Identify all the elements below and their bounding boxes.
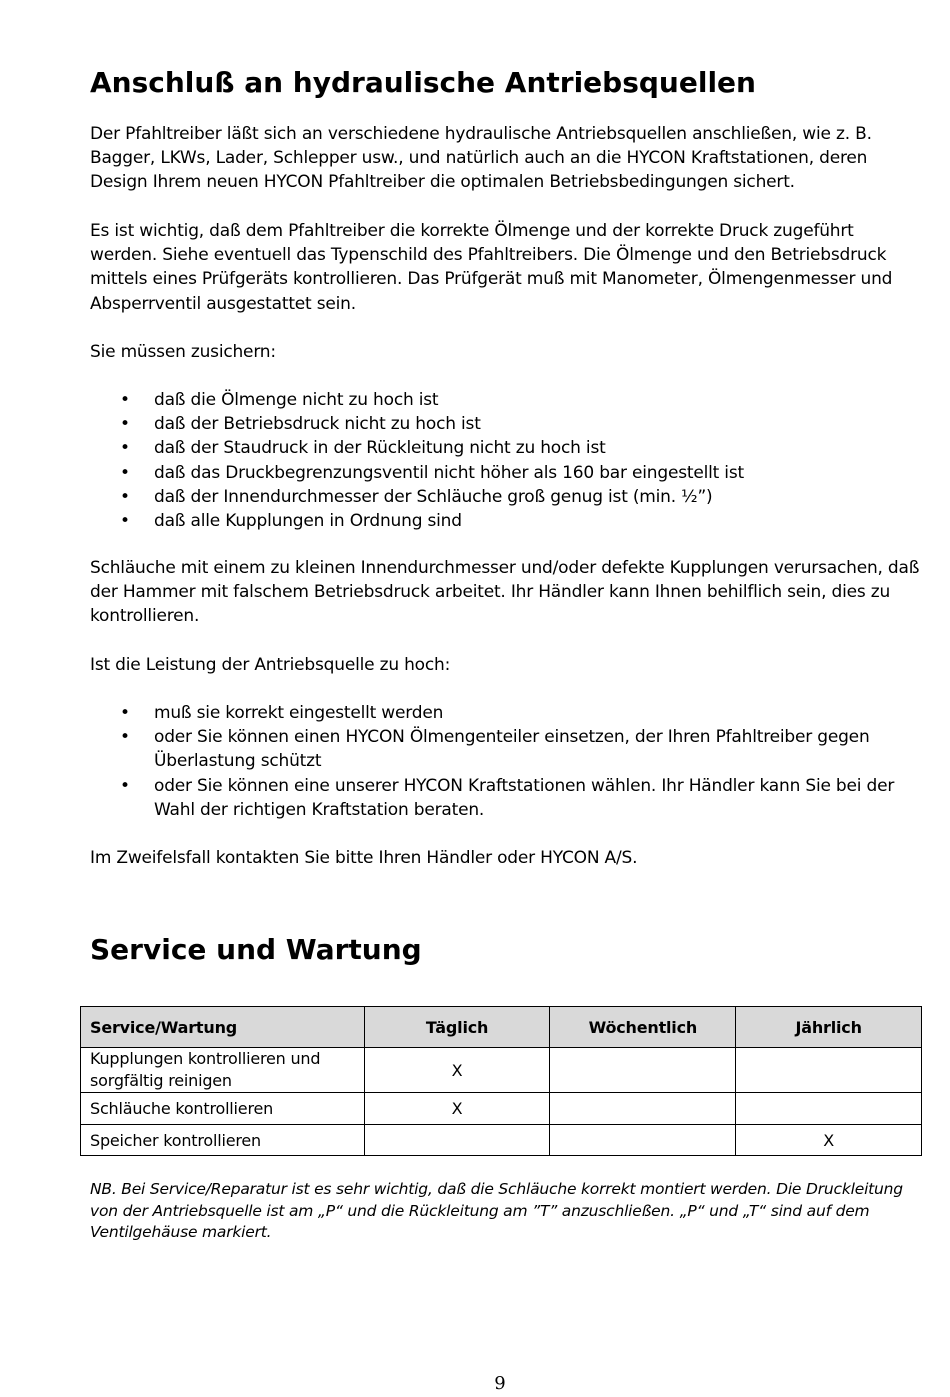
paragraph-intro: Der Pfahltreiber läßt sich an verschiedene hydraulische Antriebsquellen anschließen, wie z. B. Bagger, LKWs, Lader, Schlepper usw., und natürlich auch an die HYCON Kraftstationen, deren Design Ihrem neuen HYCON Pfahltreiber die optimalen Betriebsbedingungen sichert. <box>90 124 872 193</box>
section-title-service: Service und Wartung <box>90 933 422 966</box>
column-header-task: Service/Wartung <box>81 1007 365 1048</box>
table-cell-daily <box>364 1125 550 1156</box>
service-note: NB. Bei Service/Reparatur ist es sehr wichtig, daß die Schläuche korrekt montiert werden. Die Druckleitung von der Antriebsquelle ist am „P“ und die Rückleitung am ”T” anzuschließen. „P“ und „T“ sind auf dem Ventilgehäuse markiert. <box>90 1180 903 1242</box>
section-title-hydraulic-connection: Anschluß an hydraulische Antriebsquellen <box>90 66 756 99</box>
paragraph-in-doubt: Im Zweifelsfall kontakten Sie bitte Ihren Händler oder HYCON A/S. <box>90 848 638 868</box>
list-item: • muß sie korrekt eingestellt werden <box>90 701 920 725</box>
page-number: 9 <box>494 1373 506 1394</box>
table-header-row <box>81 1007 922 1048</box>
table-row <box>81 1048 922 1093</box>
table-cell-task: Speicher kontrollieren <box>81 1125 365 1156</box>
column-header-weekly: Wöchentlich <box>550 1007 736 1048</box>
bullet-icon: • <box>120 511 130 532</box>
paragraph-hoses: Schläuche mit einem zu kleinen Innendurchmesser und/oder defekte Kupplungen verursachen, daß der Hammer mit falschem Betriebsdruck arbeitet. Ihr Händler kann Ihnen behilflich sein, dies zu kontrollieren. <box>90 558 920 627</box>
table-cell-daily: X <box>364 1048 550 1093</box>
list-item: • daß der Staudruck in der Rückleitung nicht zu hoch ist <box>90 436 920 460</box>
bullet-icon: • <box>120 703 130 723</box>
table-cell-daily: X <box>364 1093 550 1125</box>
table-cell-yearly: X <box>736 1125 922 1156</box>
bullet-icon: • <box>120 727 130 748</box>
table-cell-weekly <box>550 1048 736 1093</box>
list-item: • daß das Druckbegrenzungsventil nicht höher als 160 bar eingestellt ist <box>90 461 920 485</box>
list-item: • daß alle Kupplungen in Ordnung sind <box>90 509 920 533</box>
bullet-icon: • <box>120 775 130 796</box>
bullet-icon: • <box>120 390 130 410</box>
list-item: • oder Sie können eine unserer HYCON Kraftstationen wählen. Ihr Händler kann Sie bei der Wahl der richtigen Kraftstation beraten. <box>120 775 895 820</box>
table-row <box>81 1093 922 1125</box>
bullet-icon: • <box>120 414 130 435</box>
table-cell-weekly <box>550 1125 736 1156</box>
paragraph-oil-pressure: Es ist wichtig, daß dem Pfahltreiber die korrekte Ölmenge und der korrekte Druck zugeführt werden. Siehe eventuell das Typenschild des Pfahltreibers. Die Ölmenge und den Betriebsdruck mittels eines Prüfgeräts kontrollieren. Das Prüfgerät muß mit Manometer, Ölmengenmesser und Absperrventil ausgestattet sein. <box>90 221 893 314</box>
table-cell-yearly <box>736 1093 922 1125</box>
column-header-daily: Täglich <box>364 1007 550 1048</box>
paragraph-must-ensure: Sie müssen zusichern: <box>90 342 276 362</box>
table-row <box>81 1125 922 1156</box>
service-table <box>80 1006 922 1156</box>
table-cell-weekly <box>550 1093 736 1125</box>
paragraph-power-too-high: Ist die Leistung der Antriebsquelle zu hoch: <box>90 655 451 675</box>
list-item: • oder Sie können einen HYCON Ölmengenteiler einsetzen, der Ihren Pfahltreiber gegen Überlastung schützt <box>120 727 870 772</box>
table-cell-task: Schläuche kontrollieren <box>81 1093 365 1125</box>
checklist <box>90 388 920 533</box>
bullet-icon: • <box>120 462 130 483</box>
list-item: • daß der Betriebsdruck nicht zu hoch ist <box>90 412 920 436</box>
table-cell-yearly <box>736 1048 922 1093</box>
bullet-icon: • <box>120 438 130 459</box>
list-item: • daß die Ölmenge nicht zu hoch ist <box>90 388 920 412</box>
power-options-list <box>90 701 920 822</box>
list-item: • daß der Innendurchmesser der Schläuche groß genug ist (min. ½”) <box>90 485 920 509</box>
bullet-icon: • <box>120 486 130 507</box>
table-cell-task: Kupplungen kontrollieren und sorgfältig reinigen <box>81 1048 365 1093</box>
column-header-yearly: Jährlich <box>736 1007 922 1048</box>
